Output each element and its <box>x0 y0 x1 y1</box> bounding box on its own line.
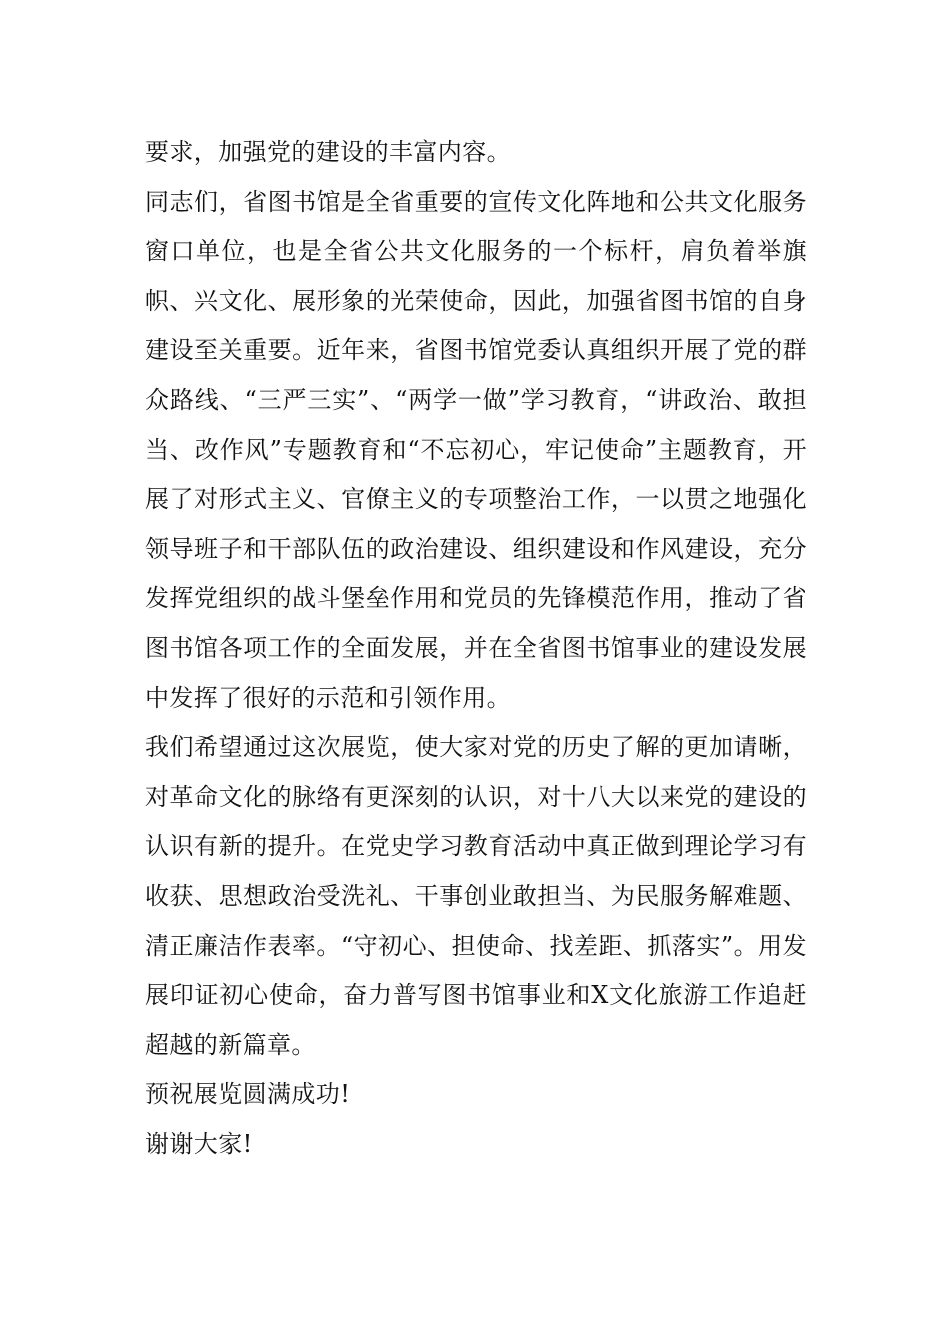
paragraph-thanks: 谢谢大家! <box>145 1129 253 1158</box>
paragraph-library-role: 同志们，省图书馆是全省重要的宣传文化阵地和公共文化服务窗口单位，也是全省公共文化服务的一个标杆，肩负着举旗帜、兴文化、展形象的光荣使命，因此，加强省图书馆的自身建设至关重要。近年来，省图书馆党委认真组织开展了党的群众路线、“三严三实”、“两学一做”学习教育，“讲政治、敢担当、改作风”专题教育和“不忘初心，牢记使命”主题教育，开展了对形式主义、官僚主义的专项整治工作，一以贯之地强化领导班子和干部队伍的政治建设、组织建设和作风建设，充分发挥党组织的战斗堡垒作用和党员的先锋模范作用，推动了省图书馆各项工作的全面发展，并在全省图书馆事业的建设发展中发挥了很好的示范和引领作用。 <box>145 187 807 712</box>
paragraph-exhibition-hope: 我们希望通过这次展览，使大家对党的历史了解的更加请晰，对革命文化的脉络有更深刻的认识，对十八大以来党的建设的认识有新的提升。在党史学习教育活动中真正做到理论学习有收获、思想政治受洗礼、干事创业敢担当、为民服务解难题、清正廉洁作表率。“守初心、担使命、找差距、抓落实”。用发展印证初心使命，奋力普写图书馆事业和X文化旅游工作追赶超越的新篇章。 <box>145 733 807 1059</box>
document-body <box>145 128 807 1169</box>
paragraph-wish: 预祝展览圆满成功! <box>145 1080 351 1109</box>
paragraph-continued: 要求，加强党的建设的丰富内容。 <box>145 138 511 166</box>
